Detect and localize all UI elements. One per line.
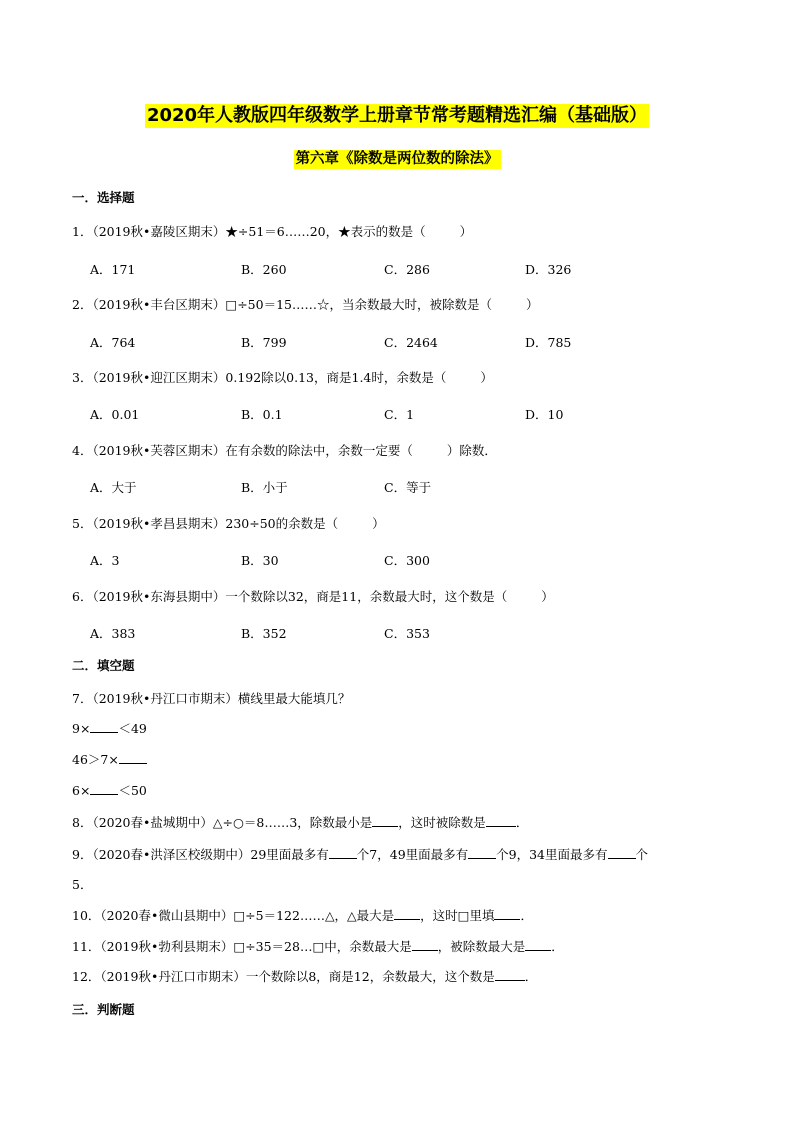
answer-blank[interactable] xyxy=(119,751,147,764)
section-heading-fill: 二．填空题 xyxy=(72,658,135,673)
option-b[interactable]: B．0.1 xyxy=(241,407,283,422)
question-7-line-3: 6× ＜50 xyxy=(72,783,147,798)
option-c[interactable]: C．1 xyxy=(384,407,415,422)
option-a[interactable]: A．0.01 xyxy=(90,407,140,422)
section-heading-judge: 三．判断题 xyxy=(72,1002,135,1017)
section-heading-choice: 一．选择题 xyxy=(72,190,135,205)
option-b[interactable]: B．小于 xyxy=(241,480,288,495)
answer-blank[interactable] xyxy=(525,938,551,951)
option-a[interactable]: A．3 xyxy=(90,553,120,568)
question-4: 4．（2019秋•芙蓉区期末）在有余数的除法中，余数一定要（ ）除数． xyxy=(72,443,497,458)
subtitle-area xyxy=(0,148,794,169)
answer-blank[interactable] xyxy=(412,938,438,951)
question-11: 11．（2019秋•勃利县期末）□÷35＝28…□中，余数最大是 ，被除数最大是 ． xyxy=(72,939,564,954)
option-a[interactable]: A．大于 xyxy=(90,480,137,495)
option-c[interactable]: C．300 xyxy=(384,553,430,568)
option-c[interactable]: C．等于 xyxy=(384,480,432,495)
option-a[interactable]: A．764 xyxy=(90,335,136,350)
option-b[interactable]: B．30 xyxy=(241,553,279,568)
answer-blank[interactable] xyxy=(486,814,516,827)
option-a[interactable]: A．171 xyxy=(90,262,136,277)
question-3: 3．（2019秋•迎江区期末）0.192除以0.13，商是1.4时，余数是（ ） xyxy=(72,370,493,385)
question-2: 2．（2019秋•丰台区期末）□÷50＝15……☆，当余数最大时，被除数是（ ） xyxy=(72,297,539,312)
question-7-line-2: 46＞7× xyxy=(72,750,147,768)
question-6: 6．（2019秋•东海县期中）一个数除以32，商是11，余数最大时，这个数是（ ） xyxy=(72,589,554,604)
answer-blank[interactable] xyxy=(372,814,398,827)
question-9-continued: 5． xyxy=(72,877,93,892)
question-9: 9．（2020春•洪泽区校级期中）29里面最多有 个7，49里面最多有 个9，34里面最多有 个 xyxy=(72,847,649,862)
question-10: 10．（2020春•微山县期中）□÷5＝122……△，△最大是 ，这时□里填 ． xyxy=(72,908,533,923)
question-8: 8．（2020春•盐城期中）△÷○＝8……3，除数最小是 ，这时被除数是 ． xyxy=(72,815,529,830)
option-d[interactable]: D．785 xyxy=(525,335,572,350)
question-1: 1．（2019秋•嘉陵区期末）★÷51＝6……20，★表示的数是（ ） xyxy=(72,224,473,239)
answer-blank[interactable] xyxy=(90,782,118,795)
answer-blank[interactable] xyxy=(394,907,420,920)
answer-blank[interactable] xyxy=(90,720,118,733)
option-b[interactable]: B．260 xyxy=(241,262,287,277)
answer-blank[interactable] xyxy=(495,968,525,981)
option-c[interactable]: C．353 xyxy=(384,626,430,641)
question-12: 12．（2019秋•丹江口市期末）一个数除以8，商是12，余数最大，这个数是 ． xyxy=(72,969,538,984)
option-b[interactable]: B．799 xyxy=(241,335,287,350)
question-5: 5．（2019秋•孝昌县期末）230÷50的余数是（ ） xyxy=(72,516,385,531)
question-7-line-1: 9× ＜49 xyxy=(72,721,147,736)
title-area xyxy=(0,104,794,128)
option-b[interactable]: B．352 xyxy=(241,626,287,641)
option-a[interactable]: A．383 xyxy=(90,626,136,641)
answer-blank[interactable] xyxy=(608,846,636,859)
option-d[interactable]: D．326 xyxy=(525,262,572,277)
answer-blank[interactable] xyxy=(329,846,357,859)
chapter-subtitle: 第六章《除数是两位数的除法》 xyxy=(294,150,501,169)
option-c[interactable]: C．286 xyxy=(384,262,430,277)
question-7: 7．（2019秋•丹江口市期末）横线里最大能填几？ xyxy=(72,691,351,706)
answer-blank[interactable] xyxy=(468,846,496,859)
option-c[interactable]: C．2464 xyxy=(384,335,438,350)
option-d[interactable]: D．10 xyxy=(525,407,564,422)
answer-blank[interactable] xyxy=(494,907,520,920)
page-title: 2020年人教版四年级数学上册章节常考题精选汇编（基础版） xyxy=(146,105,648,126)
